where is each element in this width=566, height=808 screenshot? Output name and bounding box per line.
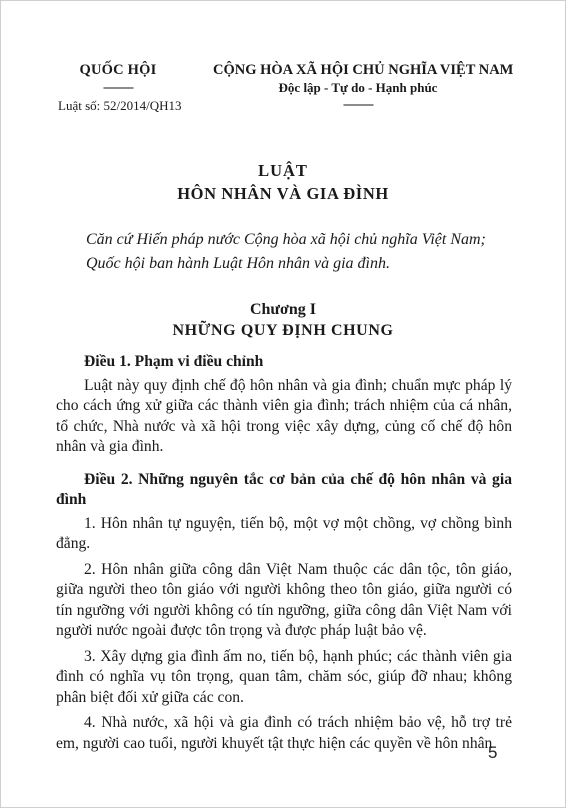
law-number: Luật số: 52/2014/QH13 <box>58 98 182 113</box>
national-motto: Độc lập - Tự do - Hạnh phúc <box>278 80 438 95</box>
law-title-block <box>0 161 566 204</box>
preamble-line: Căn cứ Hiến pháp nước Cộng hòa xã hội chủ nghĩa Việt Nam; <box>86 231 486 248</box>
header-right <box>213 62 514 111</box>
article-paragraph: 2. Hôn nhân giữa công dân Việt Nam thuộc các dân tộc, tôn giáo, giữa người theo tôn giáo với người không theo tôn giáo, giữa người có tín ngưỡng với người không có tín ngưỡng, giữa công dân Việt Nam với người nước ngoài được tôn trọng và được pháp luật bảo vệ. <box>56 560 512 639</box>
law-title: LUẬT <box>258 161 308 180</box>
preamble <box>86 228 526 276</box>
chapter-number: Chương I <box>249 301 317 318</box>
page-number: 5 <box>488 743 498 762</box>
republic-name: CỘNG HÒA XÃ HỘI CHỦ NGHĨA VIỆT NAM <box>213 62 514 78</box>
preamble-line: Quốc hội ban hành Luật Hôn nhân và gia đình. <box>86 255 390 272</box>
article-paragraph: Luật này quy định chế độ hôn nhân và gia đình; chuẩn mực pháp lý cho cách ứng xử giữa các thành viên gia đình; trách nhiệm của cá nhân, tổ chức, Nhà nước và xã hội trong việc xây dựng, củng cố chế độ hôn nhân và gia đình. <box>56 376 512 455</box>
chapter-heading <box>0 301 566 340</box>
article-paragraph: 1. Hôn nhân tự nguyện, tiến bộ, một vợ một chồng, vợ chồng bình đẳng. <box>56 514 512 552</box>
article-paragraph: 4. Nhà nước, xã hội và gia đình có trách nhiệm bảo vệ, hỗ trợ trẻ em, người cao tuổi, người khuyết tật thực hiện các quyền về hôn nhân <box>56 714 512 752</box>
article-heading: Điều 1. Phạm vi điều chỉnh <box>84 353 264 370</box>
article-heading: Điều 2. Những nguyên tắc cơ bản của chế độ hôn nhân và gia đình <box>56 470 512 508</box>
motto-separator: ---------- <box>343 97 373 111</box>
organization-name: QUỐC HỘI <box>79 62 157 78</box>
organization-separator: ---------- <box>103 80 133 94</box>
article-paragraph: 3. Xây dựng gia đình ấm no, tiến bộ, hạnh phúc; các thành viên gia đình có nghĩa vụ tôn trọng, quan tâm, chăm sóc, giúp đỡ nhau; không phân biệt đối xử giữa các con. <box>56 647 512 706</box>
document-body <box>56 352 512 759</box>
header-left <box>58 62 218 114</box>
law-subtitle: HÔN NHÂN VÀ GIA ĐÌNH <box>177 184 389 203</box>
chapter-title: NHỮNG QUY ĐỊNH CHUNG <box>172 322 394 339</box>
